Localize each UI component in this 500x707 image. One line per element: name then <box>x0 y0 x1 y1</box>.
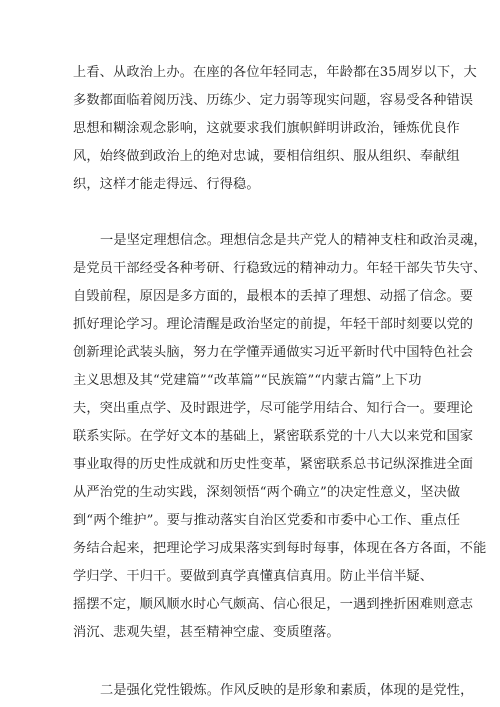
paragraph-2-line-7: 夫，突出重点学、及时跟进学，尽可能学用结合、知行合一。要理论 <box>73 401 474 416</box>
paragraph-2-line-11: 到“两个维护”。要与推动落实自治区党委和市委中心工作、重点任 <box>73 513 461 528</box>
paragraph-1-line-5: 织，这样才能走得远、行得稳。 <box>73 177 260 192</box>
paragraph-2-line-4: 抓好理论学习。理论清醒是政治坚定的前提，年轻干部时刻要以党的 <box>73 317 474 332</box>
paragraph-2-line-10: 从严治党的生动实践，深刻领悟“两个确立”的决定性意义，坚决做 <box>73 485 461 500</box>
paragraph-2-line-8: 联系实际。在学好文本的基础上，紧密联系党的十八大以来党和国家 <box>73 429 474 444</box>
paragraph-2-line-2: 是党员干部经受各种考研、行稳致远的精神动力。年轻干部失节失守、 <box>73 261 487 276</box>
paragraph-3-line-1: 二是强化党性锻炼。作风反映的是形象和素质，体现的是党性， <box>100 683 474 698</box>
paragraph-1-line-2: 多数都面临着阅历浅、历练少、定力弱等现实问题，容易受各种错误 <box>73 93 474 108</box>
paragraph-1-line-4: 风，始终做到政治上的绝对忠诚，要相信组织、服从组织、奉献组 <box>73 149 460 164</box>
paragraph-2-line-6: 主义思想及其“党建篇”“改革篇”“民族篇”“内蒙古篇”上下功 <box>73 373 422 388</box>
paragraph-1-line-3: 思想和糊涂观念影响，这就要求我们旗帜鲜明讲政治，锤炼优良作 <box>73 121 460 136</box>
paragraph-2-line-12: 务结合起来，把理论学习成果落实到每时每事，体现在各方各面，不能 <box>73 541 487 556</box>
paragraph-2-line-14: 摇摆不定，顺风顺水时心气颇高、信心很足，一遇到挫折困难则意志 <box>73 597 474 612</box>
paragraph-2-line-9: 事业取得的历史性成就和历史性变革，紧密联系总书记纵深推进全面 <box>73 457 474 472</box>
paragraph-2-line-3: 自毁前程，原因是多方面的，最根本的丢掉了理想、动摇了信念。要 <box>73 289 474 304</box>
paragraph-2-line-5: 创新理论武装头脑，努力在学懂弄通做实习近平新时代中国特色社会 <box>73 345 474 360</box>
paragraph-2-line-13: 学归学、干归干。要做到真学真懂真信真用。防止半信半疑、 <box>73 569 434 584</box>
paragraph-2-line-15: 消沉、悲观失望，甚至精神空虚、变质堕落。 <box>73 625 340 640</box>
paragraph-1-line-1: 上看、从政治上办。在座的各位年轻同志，年龄都在35周岁以下，大 <box>73 65 477 80</box>
paragraph-2-line-1: 一是坚定理想信念。理想信念是共产党人的精神支柱和政治灵魂， <box>100 233 487 248</box>
